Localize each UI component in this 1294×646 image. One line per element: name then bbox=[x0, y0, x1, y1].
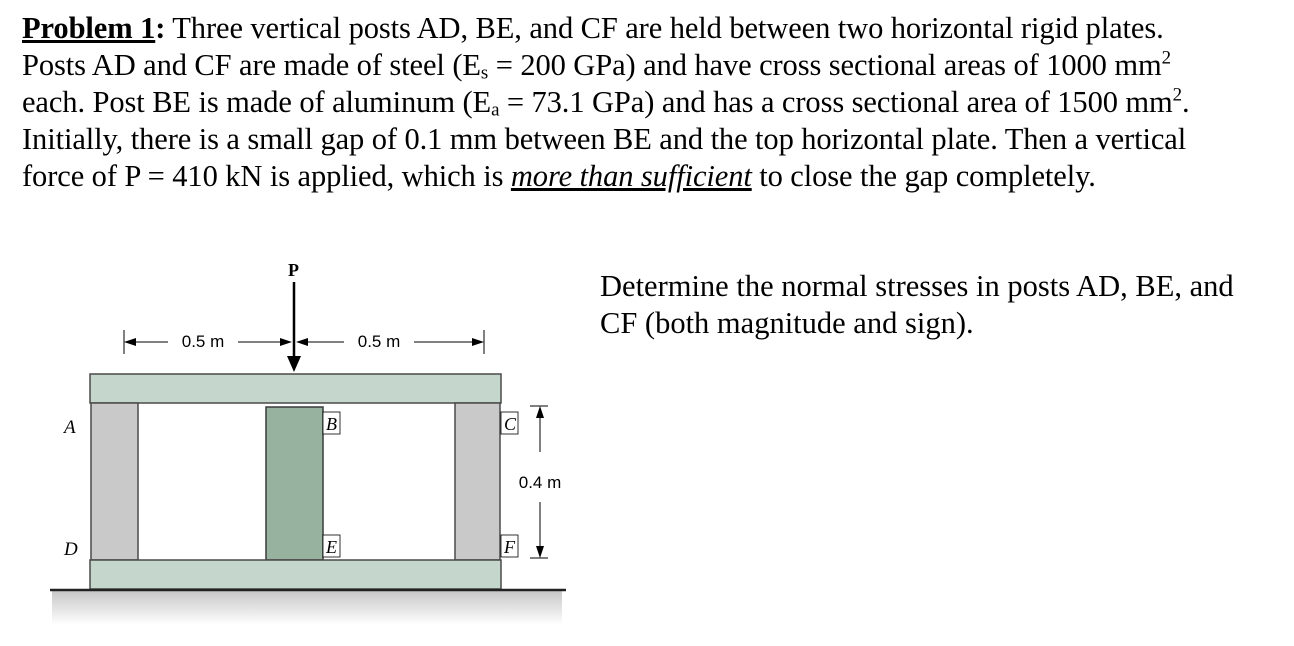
posts-figure bbox=[0, 240, 620, 640]
dim-arrow-left-1 bbox=[124, 338, 136, 346]
point-label-b: B bbox=[326, 414, 337, 434]
question-line-1: Determine the normal stresses in posts AD, BE, and bbox=[600, 269, 1234, 303]
problem-text-2b: = 200 GPa) and have cross sectional areas of 1000 mm bbox=[488, 48, 1162, 82]
emphasis-more-than-sufficient: more than sufficient bbox=[510, 159, 752, 193]
question-text bbox=[600, 268, 1290, 342]
bottom-plate bbox=[90, 560, 501, 589]
point-label-d: D bbox=[64, 539, 78, 560]
problem-heading-colon: : bbox=[155, 11, 166, 45]
post-cf bbox=[455, 403, 500, 560]
problem-line-4: Initially, there is a small gap of 0.1 mm between BE and the top horizontal plate. Then a vertical bbox=[22, 122, 1187, 156]
dim-arrow-right-2 bbox=[472, 338, 484, 346]
dim-label-right: 0.5 m bbox=[357, 332, 401, 351]
dim-label-left: 0.5 m bbox=[181, 332, 225, 351]
question-line-2: CF (both magnitude and sign). bbox=[600, 306, 974, 340]
point-label-f: F bbox=[504, 537, 515, 557]
problem-line-2 bbox=[22, 47, 1284, 84]
point-label-c: C bbox=[504, 414, 517, 434]
post-be bbox=[266, 407, 323, 560]
point-label-a: A bbox=[64, 417, 76, 438]
problem-line-3 bbox=[22, 84, 1284, 121]
post-ad bbox=[91, 403, 138, 560]
load-label-p: P bbox=[288, 260, 299, 280]
problem-text-5b: to close the gap completely. bbox=[751, 159, 1096, 193]
dim-label-height: 0.4 m bbox=[518, 473, 562, 492]
problem-text-1: Three vertical posts AD, BE, and CF are held between two horizontal rigid plates. bbox=[165, 11, 1164, 45]
load-arrow-head bbox=[287, 356, 301, 372]
problem-text-3b: = 73.1 GPa) and has a cross sectional area of 1500 mm bbox=[499, 85, 1173, 119]
problem-text-3c: . bbox=[1182, 85, 1190, 119]
problem-line-1 bbox=[22, 10, 1284, 47]
problem-text-2a: Posts AD and CF are made of steel (E bbox=[22, 48, 481, 82]
problem-statement bbox=[22, 10, 1284, 195]
vdim-arrow-bottom bbox=[536, 546, 544, 558]
superscript-2: 2 bbox=[1161, 47, 1171, 69]
ground-shade bbox=[52, 591, 562, 625]
dim-arrow-right-1 bbox=[296, 338, 308, 346]
top-plate bbox=[90, 374, 501, 403]
problem-heading: Problem 1 bbox=[22, 11, 156, 45]
vdim-arrow-top bbox=[536, 406, 544, 418]
problem-text-3a: each. Post BE is made of aluminum (E bbox=[22, 85, 492, 119]
problem-line-5 bbox=[22, 158, 1284, 195]
subscript-a: a bbox=[491, 99, 500, 121]
subscript-s: s bbox=[480, 62, 489, 84]
point-label-e: E bbox=[326, 537, 337, 557]
dim-arrow-left-2 bbox=[280, 338, 292, 346]
problem-text-5a: force of P = 410 kN is applied, which is bbox=[22, 159, 511, 193]
superscript-2b: 2 bbox=[1172, 84, 1183, 106]
